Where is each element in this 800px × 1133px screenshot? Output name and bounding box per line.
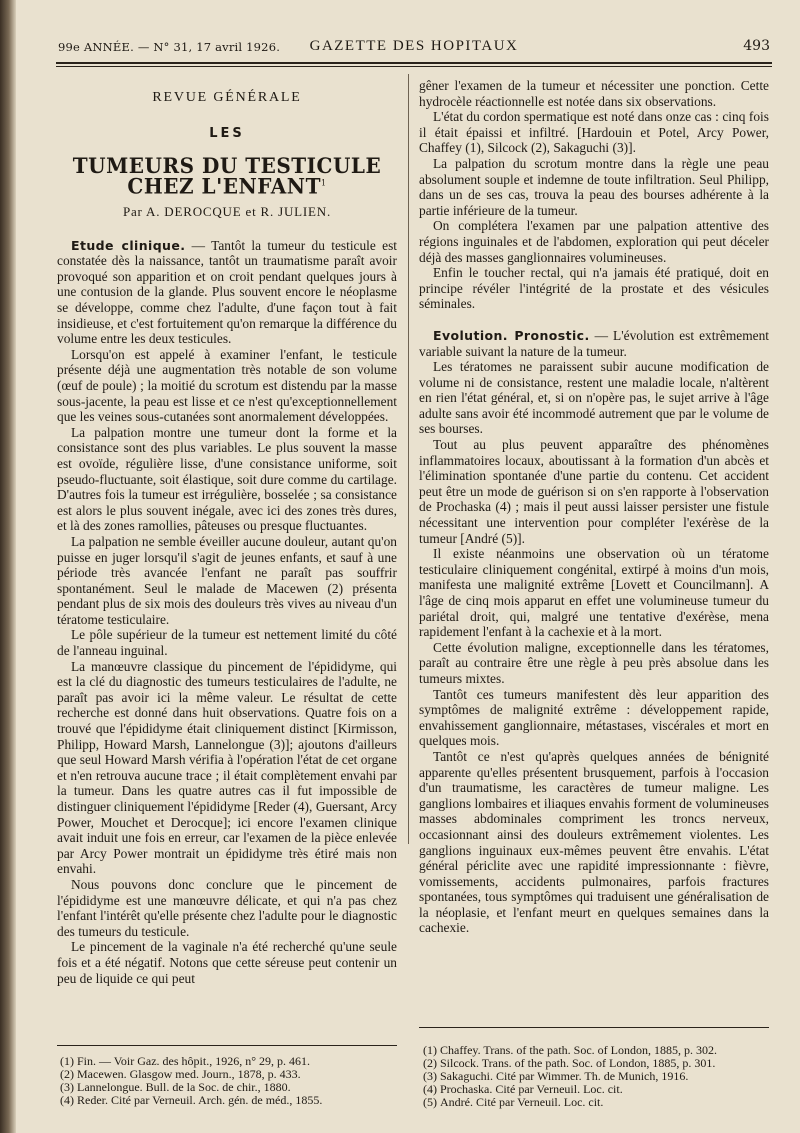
paragraph-text: La palpation montre une tumeur dont la forme et la consistance sont des plus variables. Le plus souvent la masse est ovoïde, régulière lisse, d'une consistance uniforme, soit pseudo-fluctuante, soit élastique, soit dure comme du cartilage. D'autres fois la tumeur est irrégulière, bosselée ; sa consistance est alors le plus souvent inégale, avec ici des zones très dures, et là des zones ramollies, pâteuses ou presque fluctuantes. [57, 424, 397, 534]
footnote-number: (4) [60, 1093, 74, 1107]
paragraph-text: — L'évolution est extrêmement variable suivant la nature de la tumeur. [419, 327, 769, 359]
footnote-number: (3) [423, 1069, 437, 1083]
paragraph [419, 328, 769, 359]
footnote-number: (1) [60, 1055, 74, 1068]
page-binding-shadow [0, 0, 16, 1133]
paragraph [57, 425, 397, 534]
footnote-text: Prochaska. Cité par Verneuil. Loc. cit. [440, 1082, 623, 1096]
paragraph [419, 640, 769, 687]
left-column [57, 82, 397, 986]
page-number: 493 [743, 38, 770, 54]
footnote-text: Reder. Cité par Verneuil. Arch. gén. de méd., 1855. [77, 1093, 323, 1107]
footnote [423, 1044, 768, 1057]
section-heading: REVUE GÉNÉRALE [152, 90, 302, 105]
paragraph-text: Tantôt ce n'est qu'après quelques années de bénignité apparente qu'elles présentent brusquement, parfois à l'occasion d'un traumatisme, les caractères de tumeur maligne. Les ganglions lombaires et iliaques envahis forment de volumineuses masses abdominales compriment les troncs nerveux, occasionnant ainsi des douleurs extrêmement violentes. Les ganglions inguinaux eux-mêmes peuvent être envahis. L'état général périclite avec une rapidité impressionnante : fièvre, vomissements, accidents pulmonaires, parfois fractures spontanées, tous symptômes qui traduisent une généralisation de la néoplasie, et l'enfant meurt en quelques semaines dans la cachexie. [419, 748, 769, 936]
paragraph [57, 939, 397, 986]
paragraph-text: Le pôle supérieur de la tumeur est nettement limité du côté de l'anneau inguinal. [57, 627, 397, 659]
footnote-text: Chaffey. Trans. of the path. Soc. of London, 1885, p. 302. [440, 1044, 717, 1057]
footnotes-right [423, 1044, 768, 1109]
paragraph [419, 109, 769, 156]
paragraph-text: La manœuvre classique du pincement de l'épididyme, qui est la clé du diagnostic des tumeurs testiculaires de l'adulte, ne paraît pas avoir ici la même valeur. Le résultat de cette recherche est donné dans huit observations. Quatre fois on a trouvé que l'épididyme était cliniquement distinct [Kirmisson, Philipp, Howard Marsh, Lannelongue (3)]; ajoutons d'ailleurs que seul Howard Marsh vérifia à l'opération l'état de cet organe et n'en retrouva aucune trace ; il était complètement envahi par la tumeur. Dans les quatre autres cas il fut impossible de distinguer cliniquement l'épididyme [Reder (4), Guersant, Arcy Power, Mouchet et Derocque]; ici encore l'examen clinique avait induit une fois en erreur, car l'examen de la pièce enlevée par Arcy Power montrait un épididyme très étiré mais non envahi. [57, 658, 397, 877]
footnote [423, 1057, 768, 1070]
article-title-text: TUMEURS DU TESTICULE CHEZ L'ENFANT [72, 153, 382, 199]
footnote-number: (5) [423, 1095, 437, 1109]
paragraph-text: Tantôt ces tumeurs manifestent dès leur apparition des symptômes de malignité extrême : développement rapide, envahissement ganglionnaire, métastases, viscérales et mort en quelques mois. [419, 686, 769, 749]
paragraph-text: On complétera l'examen par une palpation attentive des régions inguinales et de l'abdomen, exploration qui peut déceler déjà des masses ganglionnaires volumineuses. [419, 218, 769, 265]
paragraph [57, 238, 397, 347]
paragraph [419, 437, 769, 546]
footnote-number: (4) [423, 1082, 437, 1096]
paragraph-text: Les tératomes ne paraissent subir aucune modification de volume ni de consistance, restent une maladie locale, n'altèrent en rien l'état général, et, si on n'opère pas, le sujet arrive à l'âge adulte sans avoir été incommodé autrement que par le volume de ses bourses. [419, 359, 769, 437]
paragraph [419, 546, 769, 640]
footnote-text: Sakaguchi. Cité par Wimmer. Th. de Munich, 1916. [440, 1069, 689, 1083]
paragraph-lead: Etude clinique. [71, 237, 186, 253]
footnotes-left [60, 1055, 400, 1107]
footnote [60, 1068, 400, 1081]
paragraph [419, 156, 769, 218]
paragraph-text: Cette évolution maligne, exceptionnelle dans les tératomes, paraît au contraire être une règle à peu près absolue dans les tumeurs mixtes. [419, 639, 769, 686]
header-rule [56, 62, 772, 64]
paragraph-text: Lorsqu'on est appelé à examiner l'enfant, le testicule présente déjà une augmentation très notable de son volume (œuf de poule) ; la moitié du scrotum est distendu par la masse sous-jacente, la peau est lisse et ce n'est qu'exceptionnellement que les veines sous-cutanées sont anormalement développées. [57, 346, 397, 425]
footnote-number: (3) [60, 1080, 74, 1094]
footnote-text: Fin. — Voir Gaz. des hôpit., 1926, n° 29, p. 461. [77, 1055, 311, 1068]
footnote [60, 1081, 400, 1094]
header-rule-thin [56, 66, 772, 67]
footnote-rule-right [419, 1027, 769, 1028]
paragraph [57, 627, 397, 658]
paragraph [57, 877, 397, 939]
paragraph-text: Le pincement de la vaginale n'a été recherché qu'une seule fois et a été négatif. Notons que cette séreuse peut contenir un peu de liquide ce qui peut [57, 939, 397, 986]
footnote [60, 1094, 400, 1107]
footnote [423, 1096, 768, 1109]
issue-line: 99e ANNÉE. — N° 31, 17 avril 1926. [58, 40, 281, 54]
paragraph-text: La palpation du scrotum montre dans la règle une peau absolument souple et indemne de toute infiltration. Seul Philipp, dans un de ses cas, trouva la peau des bourses adhérente à la partie inférieure de la tumeur. [419, 155, 769, 218]
paragraph-text: Enfin le toucher rectal, qui n'a jamais été pratiqué, doit en principe révéler l'intégrité de la prostate et des vésicules séminales. [419, 265, 769, 312]
left-body [57, 238, 397, 987]
column-divider [408, 74, 409, 844]
right-body [419, 78, 769, 936]
paragraph-text: L'état du cordon spermatique est noté dans onze cas : cinq fois il était épaissi et infiltré. [Hardouin et Potel, Arcy Power, Chaffey (1), Silcock (2), Sakaguchi (3)]. [419, 109, 769, 156]
paragraph [57, 659, 397, 877]
paragraph [419, 78, 769, 109]
paragraph [57, 347, 397, 425]
footnote [423, 1083, 768, 1096]
paragraph-text: La palpation ne semble éveiller aucune douleur, autant qu'on puisse en juger lorsqu'il s'agit de jeunes enfants, et sauf à une période très avancée l'enfant ne paraît pas souffrir spontanément. Seul le malade de Macewen (2) présenta pendant plus de six mois des douleurs très vives au niveau d'un tératome testiculaire. [57, 533, 397, 627]
paragraph [419, 218, 769, 265]
running-head [58, 38, 770, 60]
footnote [60, 1055, 400, 1068]
footnote [423, 1070, 768, 1083]
footnote-number: (2) [60, 1067, 74, 1081]
paragraph [419, 359, 769, 437]
article-authors: Par A. DEROCQUE et R. JULIEN. [122, 204, 332, 220]
paragraph-text: gêner l'examen de la tumeur et nécessiter une ponction. Cette hydrocèle réactionnelle est notée dans six observations. [419, 78, 769, 109]
footnote-text: André. Cité par Verneuil. Loc. cit. [440, 1095, 604, 1109]
paragraph-lead: Evolution. Pronostic. [433, 327, 590, 343]
footnote-text: Silcock. Trans. of the path. Soc. of London, 1885, p. 301. [440, 1056, 716, 1070]
paragraph [419, 687, 769, 749]
paragraph [57, 534, 397, 628]
article-title [57, 153, 397, 199]
title-lead: LES [209, 125, 245, 141]
footnote-rule-left [57, 1045, 397, 1046]
right-column [419, 78, 769, 936]
footnote-number: (2) [423, 1056, 437, 1070]
footnote-text: Lannelongue. Bull. de la Soc. de chir., 1880. [77, 1080, 291, 1094]
footnote-number: (1) [423, 1044, 437, 1057]
paragraph-text: Il existe néanmoins une observation où un tératome testiculaire cliniquement congénital, extirpé à moins d'un mois, manifesta une malignité extrême [Lovett et Councilmann]. A l'âge de cinq mois apparut en effet une volumineuse tumeur du pariétal droit, qui, malgré une tentative d'exérèse, mena rapidement l'enfant à la cachexie et à la mort. [419, 546, 769, 640]
title-footnote-marker: 1 [320, 177, 327, 188]
paragraph-text: — Tantôt la tumeur du testicule est constatée dès la naissance, tantôt un traumatisme paraît avoir provoqué son apparition et on croit pendant quelques jours à une contusion de la glande. Plus souvent encore le néoplasme se développe, comme chez l'adulte, d'une façon tout à fait insidieuse, et c'est fortuitement qu'on remarque la différence du volume entre les deux testicules. [57, 237, 398, 347]
paragraph [419, 265, 769, 312]
paragraph-text: Nous pouvons donc conclure que le pincement de l'épididyme est une manœuvre délicate, et qui n'a pas chez l'enfant l'intérêt qu'elle présente chez l'adulte pour le diagnostic des tumeurs du testicule. [57, 876, 397, 939]
journal-title: GAZETTE DES HOPITAUX [309, 38, 519, 54]
paragraph-text: Tout au plus peuvent apparaître des phénomènes inflammatoires locaux, aboutissant à la formation d'un abcès et l'élimination spontanée d'une partie du contenu. Cet accident peut être un mode de guérison si on s'en rapporte à l'observation de Prochaska (4) ; mais il peut aussi laisser persister une fistule nécessitant une intervention pour compléter l'exérèse de la tumeur [André (5)]. [419, 437, 769, 546]
footnote-text: Macewen. Glasgow med. Journ., 1878, p. 433. [77, 1067, 301, 1081]
paragraph [419, 749, 769, 936]
